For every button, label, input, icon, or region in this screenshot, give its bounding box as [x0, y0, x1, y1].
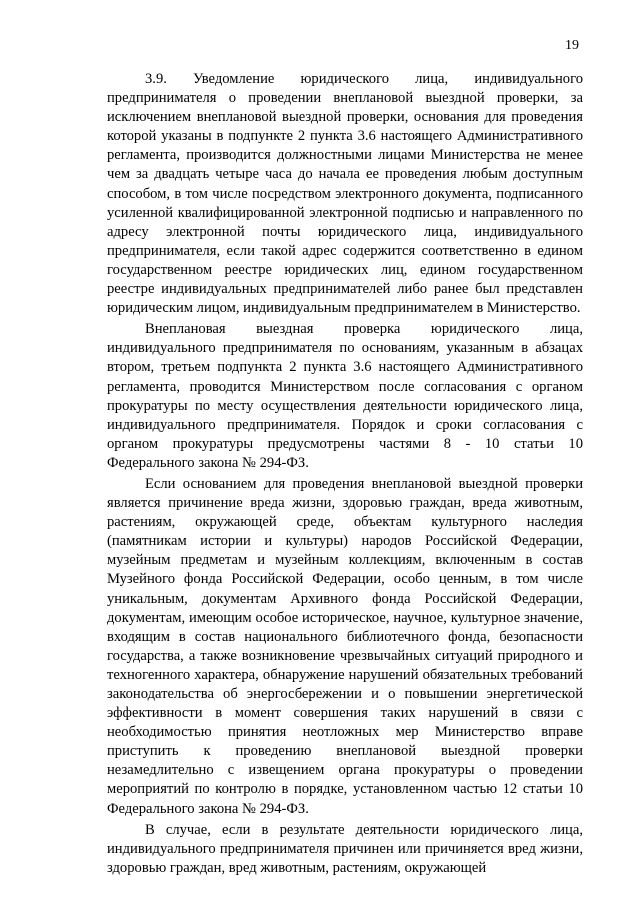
- document-body: [107, 70, 583, 880]
- paragraph-unscheduled-inspection: Внеплановая выездная проверка юридического лица, индивидуального предпринимателя по основаниям, указанным в абзацах втором, третьем подпункта 2 пункта 3.6 настоящего Административного регламента, проводится Министерством после согласования с органом прокуратуры по месту осуществления деятельности юридического лица, индивидуального предпринимателя. Порядок и сроки согласования с органом прокуратуры предусмотрены частями 8 - 10 статьи 10 Федерального закона № 294-ФЗ.: [107, 321, 583, 471]
- paragraph-harm-grounds: Если основанием для проведения внеплановой выездной проверки является причинение вреда жизни, здоровью граждан, вреда животным, растениям, окружающей среде, объектам культурного наследия (памятникам истории и культуры) народов Российской Федерации, музейным предметам и музейным коллекциям, включенным в состав Музейного фонда Российской Федерации, особо ценным, в том числе уникальным, документам Архивного фонда Российской Федерации, документам, имеющим особое историческое, научное, культурное значение, входящим в состав национального библиотечного фонда, безопасности государства, а также возникновение чрезвычайных ситуаций природного и техногенного характера, обнаружение нарушений обязательных требований законодательства об энергосбережении и о повышении энергетической эффективности в момент совершения таких нарушений в связи с необходимостью принятия неотложных мер Министерство вправе приступить к проведению внеплановой выездной проверки незамедлительно с извещением органа прокуратуры о проведении мероприятий по контролю в порядке, установленном частью 12 статьи 10 Федерального закона № 294-ФЗ.: [107, 475, 583, 817]
- paragraph-harm-caused: В случае, если в результате деятельности юридического лица, индивидуального предпринимателя причинен или причиняется вред жизни, здоровью граждан, вред животным, растениям, окружающей: [107, 821, 583, 876]
- paragraph-3-9: 3.9. Уведомление юридического лица, индивидуального предпринимателя о проведении внеплановой выездной проверки, за исключением внеплановой выездной проверки, основания для проведения которой указаны в подпункте 2 пункта 3.6 настоящего Административного регламента, производится должностными лицами Министерства не менее чем за двадцать четыре часа до начала ее проведения любым доступным способом, в том числе посредством электронного документа, подписанного усиленной квалифицированной электронной подписью и направленного по адресу электронной почты юридического лица, индивидуального предпринимателя, если такой адрес содержится соответственно в едином государственном реестре юридических лиц, едином государственном реестре индивидуальных предпринимателей либо ранее был представлен юридическим лицом, индивидуальным предпринимателем в Министерство.: [107, 71, 583, 317]
- page-number: 19: [565, 38, 579, 53]
